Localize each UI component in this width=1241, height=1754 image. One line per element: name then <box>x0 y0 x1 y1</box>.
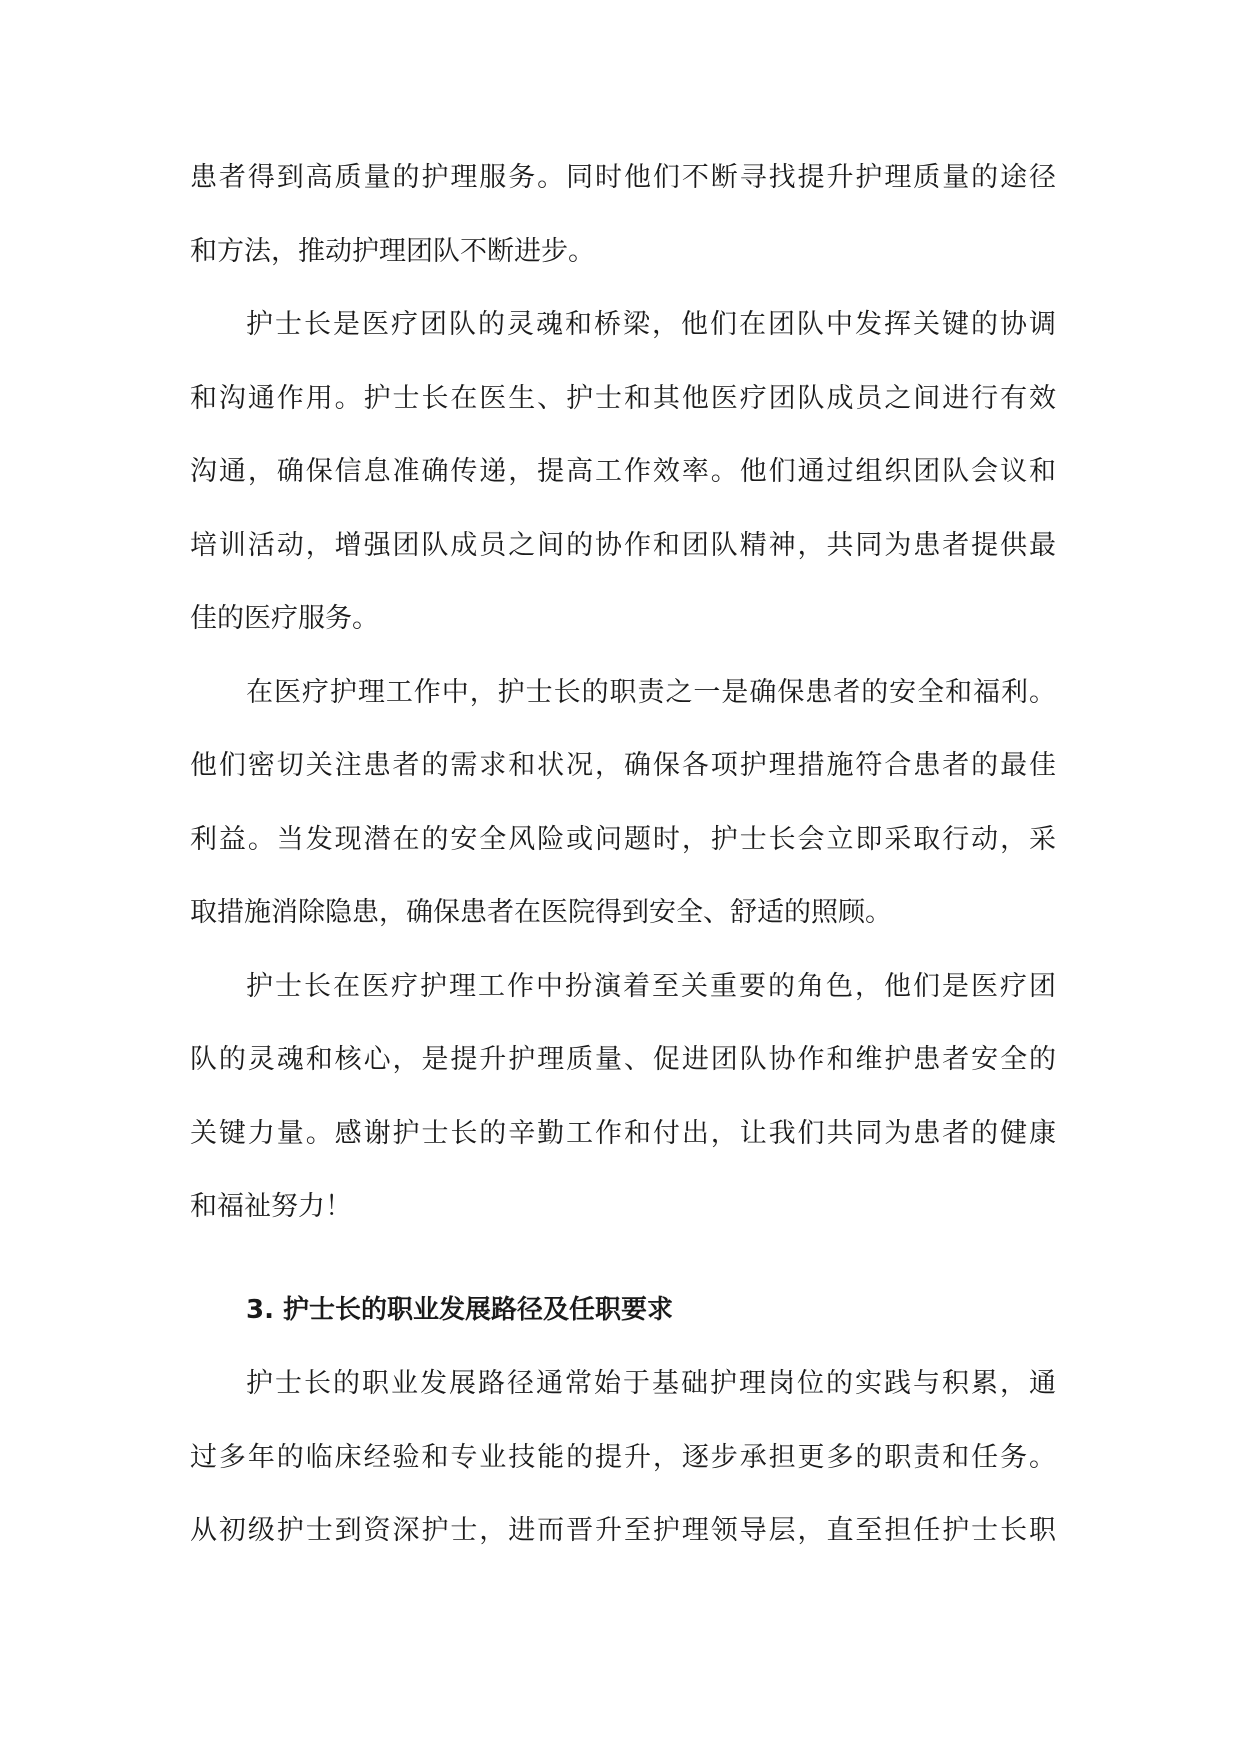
paragraph-line: 取措施消除隐患，确保患者在医院得到安全、舒适的照顾。 <box>190 897 892 928</box>
paragraph-line: 和方法，推动护理团队不断进步。 <box>190 235 595 267</box>
body-text <box>190 141 1056 1568</box>
paragraph-2 <box>190 288 1056 656</box>
paragraph-line: 沟通，确保信息准确传递，提高工作效率。他们通过组织团队会议和 <box>190 456 1056 487</box>
paragraph-line: 护士长的职业发展路径通常始于基础护理岗位的实践与积累，通 <box>246 1368 1056 1399</box>
paragraph-line: 和福祉努力！ <box>190 1191 352 1222</box>
paragraph-line: 过多年的临床经验和专业技能的提升，逐步承担更多的职责和任务。 <box>190 1441 1056 1473</box>
paragraph-line: 利益。当发现潜在的安全风险或问题时，护士长会立即采取行动，采 <box>190 823 1056 855</box>
paragraph-line: 患者得到高质量的护理服务。同时他们不断寻找提升护理质量的途径 <box>190 162 1056 193</box>
paragraph-line: 护士长是医疗团队的灵魂和桥梁，他们在团队中发挥关键的协调 <box>246 309 1056 340</box>
paragraph-4 <box>190 950 1056 1244</box>
paragraph-1 <box>190 141 1056 288</box>
paragraph-line: 关键力量。感谢护士长的辛勤工作和付出，让我们共同为患者的健康 <box>190 1117 1056 1149</box>
paragraph-line: 他们密切关注患者的需求和状况，确保各项护理措施符合患者的最佳 <box>190 750 1056 781</box>
paragraph-line: 和沟通作用。护士长在医生、护士和其他医疗团队成员之间进行有效 <box>190 382 1056 414</box>
paragraph-line: 在医疗护理工作中，护士长的职责之一是确保患者的安全和福利。 <box>246 676 1056 708</box>
paragraph-line: 培训活动，增强团队成员之间的协作和团队精神，共同为患者提供最 <box>190 529 1056 561</box>
section-spacer <box>190 1244 1056 1274</box>
section-heading: 3. 护士长的职业发展路径及任职要求 <box>246 1294 674 1325</box>
paragraph-line: 佳的医疗服务。 <box>190 603 379 634</box>
paragraph-line: 从初级护士到资深护士，进而晋升至护理领导层，直至担任护士长职 <box>190 1515 1056 1546</box>
section-paragraph <box>190 1347 1056 1568</box>
paragraph-line: 队的灵魂和核心，是提升护理质量、促进团队协作和维护患者安全的 <box>190 1044 1056 1075</box>
paragraph-3 <box>190 656 1056 950</box>
paragraph-line: 护士长在医疗护理工作中扮演着至关重要的角色，他们是医疗团 <box>246 970 1056 1002</box>
